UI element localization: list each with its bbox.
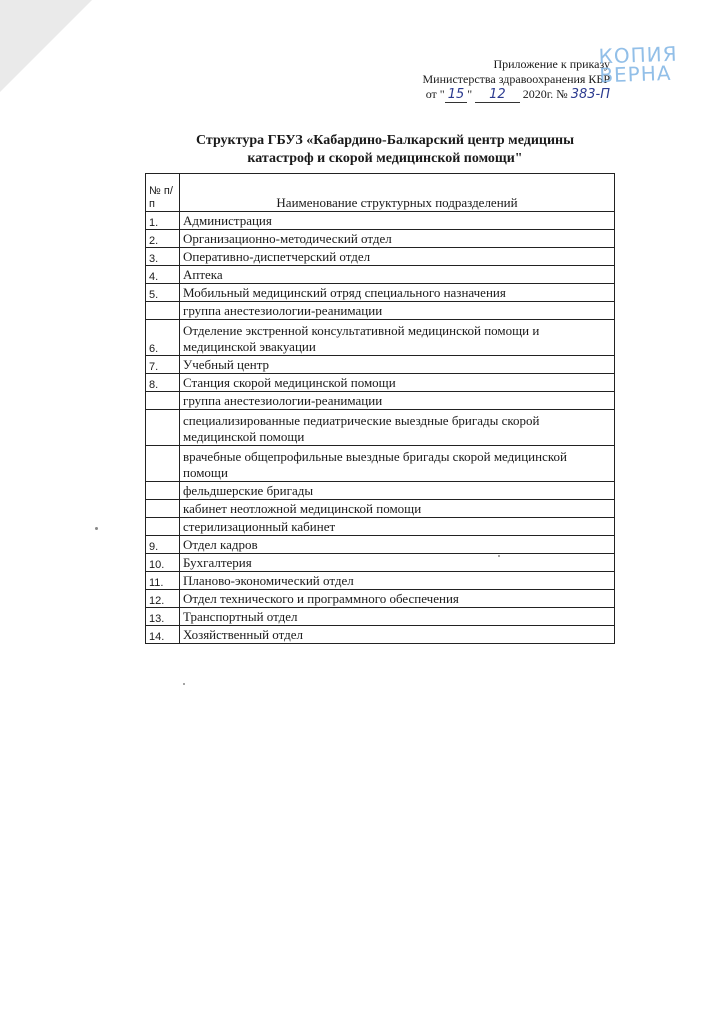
row-number: 5. <box>146 284 180 302</box>
row-unit-name: Отделение экстренной консультативной медицинской помощи и медицинской эвакуации <box>180 320 615 356</box>
table-row <box>146 608 615 626</box>
scan-speck <box>95 527 98 530</box>
copy-certified-stamp <box>598 41 679 88</box>
table-row <box>146 446 615 482</box>
table-row <box>146 320 615 356</box>
row-number: 8. <box>146 374 180 392</box>
row-unit-name: группа анестезиологии-реанимации <box>180 392 615 410</box>
table-row <box>146 356 615 374</box>
row-number <box>146 500 180 518</box>
row-number: 7. <box>146 356 180 374</box>
table-row <box>146 302 615 320</box>
row-number: 2. <box>146 230 180 248</box>
date-prefix: от " <box>425 87 445 101</box>
date-quote: " <box>467 87 473 101</box>
row-number: 11. <box>146 572 180 590</box>
table-row <box>146 266 615 284</box>
row-number <box>146 482 180 500</box>
row-number <box>146 410 180 446</box>
row-number <box>146 302 180 320</box>
row-unit-name: группа анестезиологии-реанимации <box>180 302 615 320</box>
table-row <box>146 374 615 392</box>
row-unit-name: Организационно-методический отдел <box>180 230 615 248</box>
row-number: 13. <box>146 608 180 626</box>
row-unit-name: Мобильный медицинский отряд специального назначения <box>180 284 615 302</box>
stamp-line-1: КОПИЯ <box>598 41 679 69</box>
document-title <box>150 132 620 168</box>
structure-table <box>145 173 615 644</box>
row-unit-name: врачебные общепрофильные выездные бригады скорой медицинской помощи <box>180 446 615 482</box>
order-month: 12 <box>475 87 520 103</box>
table-row <box>146 392 615 410</box>
table-row <box>146 518 615 536</box>
row-unit-name: специализированные педиатрические выездные бригады скорой медицинской помощи <box>180 410 615 446</box>
row-number: 3. <box>146 248 180 266</box>
annex-line: Приложение к приказу <box>493 57 610 71</box>
scan-speck <box>183 683 185 685</box>
row-unit-name: фельдшерские бригады <box>180 482 615 500</box>
table-row <box>146 536 615 554</box>
row-number: 10. <box>146 554 180 572</box>
row-unit-name: Администрация <box>180 212 615 230</box>
row-unit-name: Бухгалтерия <box>180 554 615 572</box>
order-number: 383-П <box>570 87 610 102</box>
table-row <box>146 572 615 590</box>
column-header-number: № п/п <box>146 174 180 212</box>
table-row <box>146 284 615 302</box>
table-row <box>146 554 615 572</box>
ministry-line: Министерства здравоохранения КБР <box>422 72 610 86</box>
table-row <box>146 590 615 608</box>
row-number: 14. <box>146 626 180 644</box>
row-number: 6. <box>146 320 180 356</box>
row-unit-name: стерилизационный кабинет <box>180 518 615 536</box>
order-year: 2020г. № <box>522 87 568 101</box>
row-unit-name: Учебный центр <box>180 356 615 374</box>
row-unit-name: Планово-экономический отдел <box>180 572 615 590</box>
order-annex-header <box>423 57 610 102</box>
row-number: 4. <box>146 266 180 284</box>
table-row <box>146 248 615 266</box>
table-row <box>146 500 615 518</box>
table-row <box>146 482 615 500</box>
row-unit-name: Транспортный отдел <box>180 608 615 626</box>
order-date-line <box>423 87 610 102</box>
row-number: 12. <box>146 590 180 608</box>
table-row <box>146 626 615 644</box>
order-day: 15 <box>445 87 468 103</box>
row-unit-name: Станция скорой медицинской помощи <box>180 374 615 392</box>
row-unit-name: Аптека <box>180 266 615 284</box>
row-unit-name: Отдел технического и программного обеспечения <box>180 590 615 608</box>
row-number <box>146 518 180 536</box>
row-unit-name: кабинет неотложной медицинской помощи <box>180 500 615 518</box>
row-number: 9. <box>146 536 180 554</box>
table-row <box>146 230 615 248</box>
stamp-line-2: ВЕРНА <box>599 60 673 88</box>
scan-speck <box>498 555 500 557</box>
table-row <box>146 212 615 230</box>
column-header-name: Наименование структурных подразделений <box>180 174 615 212</box>
folded-corner <box>0 0 92 92</box>
row-unit-name: Отдел кадров <box>180 536 615 554</box>
row-number <box>146 392 180 410</box>
table-row <box>146 410 615 446</box>
title-line-2: катастроф и скорой медицинской помощи" <box>247 151 523 166</box>
row-unit-name: Хозяйственный отдел <box>180 626 615 644</box>
title-line-1: Структура ГБУЗ «Кабардино-Балкарский центр медицины <box>195 133 575 148</box>
row-unit-name: Оперативно-диспетчерский отдел <box>180 248 615 266</box>
row-number <box>146 446 180 482</box>
row-number: 1. <box>146 212 180 230</box>
